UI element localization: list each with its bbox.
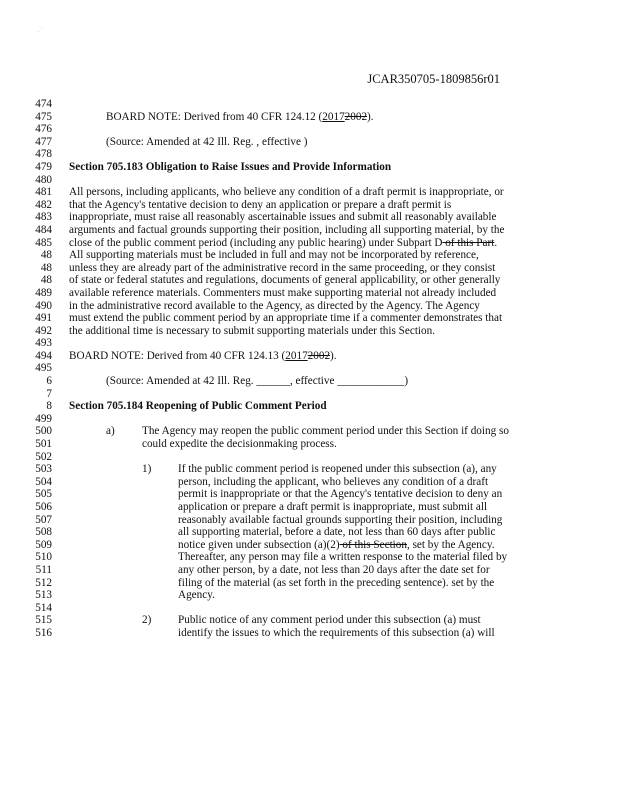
doc-line (0, 577, 618, 590)
line-number: 483 (35, 211, 52, 224)
text-run: All persons, including applicants, who believe any condition of a draft permit is inappropriate, or (69, 186, 504, 199)
line-number: 504 (35, 475, 52, 488)
line-text (69, 249, 479, 262)
doc-line (0, 148, 618, 161)
text-run: all supporting material, before a date, not less than 60 days after public (178, 526, 496, 539)
inserted-text: 2017 (285, 349, 308, 362)
line-text (178, 589, 215, 602)
line-text (106, 111, 374, 124)
doc-line (0, 174, 618, 187)
line-number: 499 (35, 412, 52, 425)
text-run: could expedite the decisionmaking process. (142, 438, 337, 451)
text-run: ____________ (337, 375, 405, 388)
line-text (69, 224, 504, 237)
text-run: a) (106, 425, 115, 438)
doc-line (0, 312, 618, 325)
doc-line (0, 199, 618, 212)
line-number: 478 (35, 148, 52, 161)
text-run: Section 705.183 Obligation to Raise Issues and Provide Information (69, 160, 392, 173)
doc-line (0, 111, 618, 124)
line-number: 479 (35, 160, 52, 173)
doc-line (0, 224, 618, 237)
doc-line (0, 262, 618, 275)
line-text (69, 300, 480, 313)
doc-line (0, 337, 618, 350)
line-number: 7 (46, 387, 52, 400)
line-text (178, 476, 488, 489)
line-number: 485 (35, 236, 52, 249)
line-number: 509 (35, 538, 52, 551)
line-number: 476 (35, 123, 52, 136)
doc-line (0, 375, 618, 388)
line-number: 480 (35, 173, 52, 186)
line-text (69, 211, 496, 224)
doc-line (0, 602, 618, 615)
line-number: 503 (35, 463, 52, 476)
doc-line (0, 362, 618, 375)
doc-line (0, 388, 618, 401)
doc-line (0, 186, 618, 199)
line-text (69, 287, 496, 300)
text-run: arguments and factual grounds supporting their position, including all supporting material, by the (69, 223, 505, 236)
doc-line (0, 325, 618, 338)
text-run: identify the issues to which the requirements of this subsection (a) will (178, 626, 495, 639)
text-run: BOARD NOTE: Derived from 40 CFR 124.12 ( (106, 110, 323, 123)
document-id: JCAR350705-1809856r01 (367, 72, 500, 86)
line-number: 495 (35, 362, 52, 375)
line-text (69, 237, 497, 250)
doc-line (0, 614, 618, 627)
doc-line (0, 564, 618, 577)
line-text (178, 501, 487, 514)
line-text (178, 577, 494, 590)
scan-specks: . ˙ (38, 28, 43, 34)
text-run: , set by the Agency. (406, 538, 495, 551)
line-text (69, 400, 327, 413)
line-number: 477 (35, 135, 52, 148)
text-run: 1) (142, 463, 152, 476)
doc-line (0, 451, 618, 464)
struck-text: of this Part (442, 236, 495, 249)
line-text (106, 425, 115, 438)
text-run: ______ (256, 375, 290, 388)
inserted-text: 2017 (322, 110, 345, 123)
line-number: 515 (35, 614, 52, 627)
line-number: 474 (35, 98, 52, 110)
line-number: 48 (40, 261, 52, 274)
line-number: 490 (35, 299, 52, 312)
text-run: any other person, by a date, not less than 20 days after the date set for (178, 563, 490, 576)
doc-line (0, 413, 618, 426)
text-run: (Source: Amended at 42 Ill. Reg. (106, 375, 257, 388)
doc-line (0, 425, 618, 438)
text-run: unless they are already part of the administrative record in the same proceeding, or they consist (69, 261, 496, 274)
doc-line (0, 98, 618, 111)
text-run: filing of the material (as set forth in the preceding sentence). set by the (178, 576, 495, 589)
struck-text: 2002 (307, 349, 331, 362)
doc-line (0, 463, 618, 476)
line-text (69, 274, 500, 287)
line-text (106, 136, 307, 149)
text-run: of state or federal statutes and regulations, documents of general applicability, or other generally (69, 274, 501, 287)
line-number: 512 (35, 576, 52, 589)
line-text (69, 161, 391, 174)
text-run: notice given under subsection (a)(2) (178, 538, 340, 551)
text-run: All supporting materials must be included in full and may not be incorporated by reference, (69, 249, 479, 262)
doc-line (0, 136, 618, 149)
line-number: 494 (35, 349, 52, 362)
line-text (69, 199, 451, 212)
doc-line (0, 237, 618, 250)
line-text (69, 262, 495, 275)
line-text (178, 539, 495, 552)
line-number: 501 (35, 438, 52, 451)
line-number: 513 (35, 589, 52, 602)
text-run: application or prepare a draft permit is inappropriate, must submit all (178, 501, 488, 513)
line-text (69, 325, 435, 338)
line-number: 511 (35, 563, 52, 576)
document-body (0, 98, 618, 640)
line-number: 502 (35, 450, 52, 463)
doc-line (0, 161, 618, 174)
line-number: 505 (35, 488, 52, 501)
line-text (69, 312, 502, 325)
text-run: (Source: Amended at 42 Ill. Reg. (106, 135, 257, 148)
text-run: reasonably available factual grounds supporting their position, including (178, 513, 503, 526)
text-run: ) (404, 375, 409, 388)
doc-line (0, 211, 618, 224)
line-number: 8 (46, 400, 52, 413)
line-text (178, 627, 495, 640)
doc-line (0, 400, 618, 413)
line-text (178, 564, 490, 577)
struck-text: 2002 (344, 110, 368, 123)
text-run: available reference materials. Commenters must make supporting material not already included (69, 286, 497, 299)
text-run: 2) (142, 614, 152, 627)
doc-line (0, 551, 618, 564)
text-run: ) (303, 135, 308, 148)
text-run: Section 705.184 Reopening of Public Comment Period (69, 400, 327, 413)
line-number: 500 (35, 425, 52, 438)
line-text (178, 514, 502, 527)
text-run: must extend the public comment period by an appropriate time if a commenter demonstrates that (69, 312, 503, 325)
text-run: ). (330, 349, 337, 362)
text-run: permit is inappropriate or that the Agency's tentative decision to deny an (178, 488, 503, 501)
doc-line (0, 287, 618, 300)
line-number: 493 (35, 337, 52, 350)
line-number: 489 (35, 286, 52, 299)
line-text (142, 463, 151, 476)
doc-line (0, 438, 618, 451)
text-run: in the administrative record available to the Agency, as directed by the Agency. The Agency (69, 299, 480, 312)
line-number: 482 (35, 198, 52, 211)
line-number: 506 (35, 501, 52, 513)
struck-text: of this Section (339, 538, 407, 551)
text-run: that the Agency's tentative decision to deny an application or prepare a draft permit is (69, 198, 452, 211)
line-number: 514 (35, 601, 52, 614)
line-number: 491 (35, 312, 52, 325)
doc-line (0, 300, 618, 313)
line-number: 516 (35, 626, 52, 639)
text-run: inappropriate, must raise all reasonably ascertainable issues and submit all reasonably available (69, 211, 497, 224)
doc-line (0, 514, 618, 527)
line-number: 492 (35, 324, 52, 337)
doc-line (0, 627, 618, 640)
text-run: , effective (289, 375, 338, 388)
doc-line (0, 589, 618, 602)
line-number: 481 (35, 186, 52, 199)
line-text (106, 375, 408, 388)
text-run: close of the public comment period (including any public hearing) under Subpart D (69, 236, 443, 249)
doc-line (0, 476, 618, 489)
line-text (142, 614, 151, 627)
line-number: 475 (35, 110, 52, 123)
line-number: 484 (35, 223, 52, 236)
line-text (178, 526, 496, 539)
text-run: the additional time is necessary to submit supporting materials under this Section. (69, 324, 436, 337)
text-run: , effective (256, 135, 304, 148)
line-number: 507 (35, 513, 52, 526)
text-run: BOARD NOTE: Derived from 40 CFR 124.13 ( (69, 349, 286, 362)
line-text (69, 350, 337, 363)
doc-line (0, 526, 618, 539)
line-text: The Agency may reopen the public comment period under this Section if doing so (142, 425, 509, 438)
line-number: 6 (46, 375, 52, 388)
text-run: ). (367, 110, 374, 123)
line-number: 48 (40, 249, 52, 262)
line-number: 508 (35, 526, 52, 539)
line-text: If the public comment period is reopened under this subsection (a), any (178, 463, 497, 476)
line-text (69, 186, 504, 199)
line-text (142, 438, 337, 451)
doc-line (0, 249, 618, 262)
doc-line (0, 501, 618, 514)
text-run: Agency. (178, 589, 215, 602)
doc-line (0, 123, 618, 136)
doc-line (0, 539, 618, 552)
text-run: person, including the applicant, who believes any condition of a draft (178, 475, 489, 488)
line-text (178, 551, 507, 564)
text-run: . (494, 236, 498, 249)
line-number: 48 (40, 274, 52, 287)
line-number: 510 (35, 551, 52, 564)
doc-line (0, 488, 618, 501)
doc-line (0, 274, 618, 287)
doc-line (0, 350, 618, 363)
line-text (178, 488, 502, 501)
text-run: Thereafter, any person may file a written response to the material filed by (178, 551, 508, 564)
line-text: Public notice of any comment period under this subsection (a) must (178, 614, 481, 627)
